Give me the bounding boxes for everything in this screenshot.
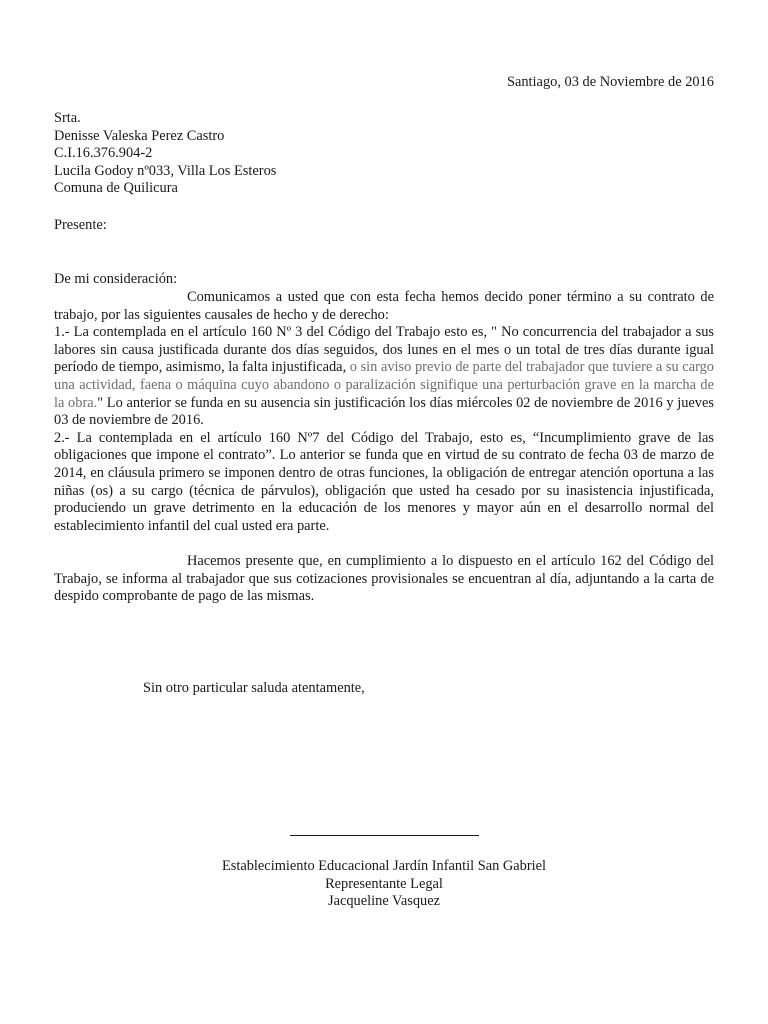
cause-2-paragraph: 2.- La contemplada en el artículo 160 Nº7 del Código del Trabajo, esto es, “Incumplimiento grave de las obligaciones que impone el contrato”. Lo anterior se funda que en virtud de su contrato de fecha 03 de marzo de 2014, en cláusula primero se imponen dentro de otras funciones, la obligación de entregar atención oportuna a las niñas (os) a su cargo (técnica de párvulos), obligación que usted ha cesado por su inasistencia injustificada, produciendo un grave detrimento en la educación de los menores y mayor aún en el desarrollo normal del establecimiento infantil del cual usted era parte. — [54, 429, 714, 534]
farewell: Sin otro particular saluda atentamente, — [143, 680, 365, 696]
signature-institution: Establecimiento Educacional Jardín Infantil San Gabriel — [221, 858, 547, 874]
cause-1-paragraph — [54, 324, 714, 430]
letter-body — [54, 289, 714, 606]
addressee-name: Denisse Valeska Perez Castro — [54, 127, 225, 144]
addressee-commune: Comuna de Quilicura — [54, 180, 178, 197]
cause-1-justification: " Lo anterior se funda en su ausencia sin justificación los días miércoles 02 de noviembre de 2016 y jueves 03 de noviembre de 2016. — [54, 394, 714, 429]
signature-role: Representante Legal — [325, 875, 443, 892]
letter-date: Santiago, 03 de Noviembre de 2016 — [506, 74, 714, 90]
signature-block — [0, 858, 768, 911]
addressee-id: C.I.16.376.904-2 — [54, 145, 153, 162]
addressee-block — [54, 110, 276, 198]
cause-1-text: 1.- La contemplada en el artículo 160 Nº 3 del Código del Trabajo esto es, " No concurrencia del trabajador a sus labores sin causa justificada durante dos días seguidos, dos lunes en el mes o un total de tres días durante igual período de tiempo, asimismo, la falta injustificada, — [54, 324, 714, 376]
salutation: De mi consideración: — [54, 271, 178, 287]
signature-line — [290, 835, 479, 836]
closing-paragraph: Hacemos presente que, en cumplimiento a lo dispuesto en el artículo 162 del Código del Trabajo, se informa al trabajador que sus cotizaciones provisionales se encuentran al día, adjuntando a la carta de despido comprobante de pago de las mismas. — [54, 552, 714, 605]
cause-1-faded-text: o sin aviso previo de parte del trabajador que tuviere a su cargo una actividad, faena o máquina cuyo abandono o paralización signifique una perturbación grave en la marcha de la obra. — [54, 359, 715, 411]
signature-name: Jacqueline Vasquez — [327, 893, 441, 910]
addressee-address: Lucila Godoy nº033, Villa Los Esteros — [54, 162, 277, 179]
intro-paragraph: Comunicamos a usted que con esta fecha hemos decido poner término a su contrato de trabajo, por las siguientes causales de hecho y de derecho: — [54, 289, 714, 323]
addressee-title: Srta. — [54, 110, 81, 126]
presente-label: Presente: — [54, 217, 107, 233]
